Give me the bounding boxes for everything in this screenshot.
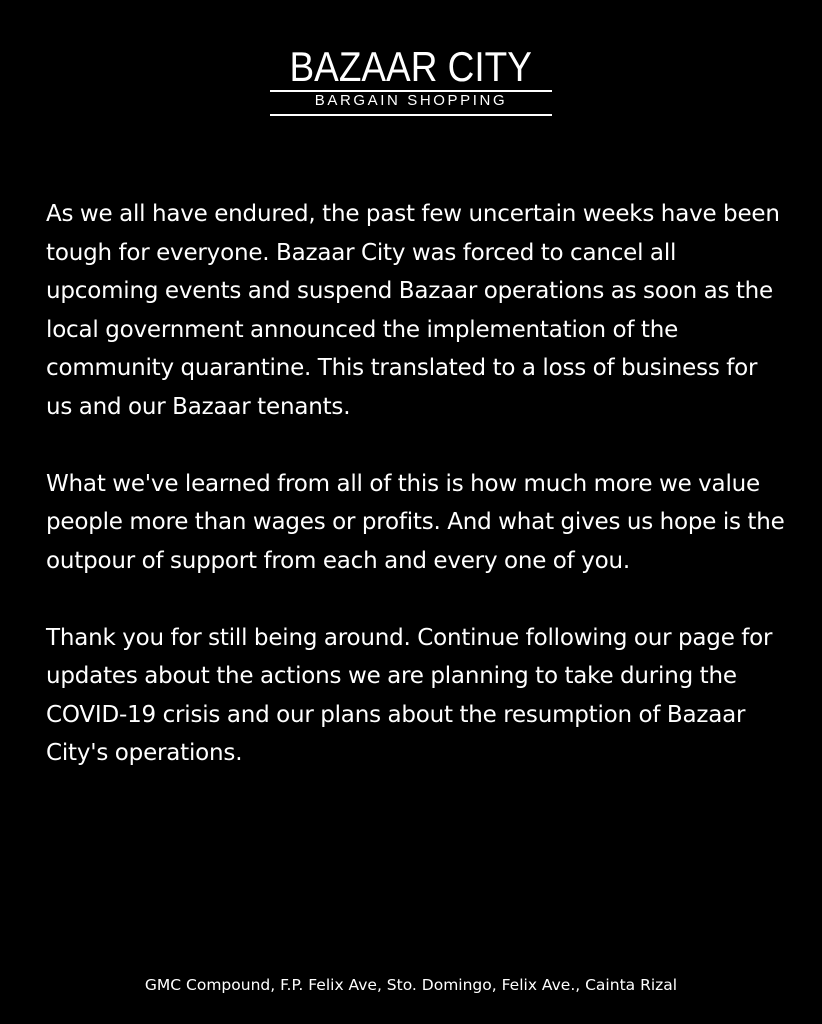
paragraph-1: As we all have endured, the past few uncertain weeks have been tough for everyone. Bazaar City was forced to cancel all upcoming events and suspend Bazaar operations as soon as the local government announced the implementation of the community quarantine. This translated to a loss of business for us and our Bazaar tenants.	[46, 201, 780, 420]
announcement-body	[46, 195, 786, 811]
logo-divider-bottom	[270, 114, 551, 116]
paragraph-3: Thank you for still being around. Continue following our page for updates about the actions we are planning to take during the COVID-19 crisis and our plans about the resumption of Bazaar City's operations.	[46, 624, 773, 766]
logo-subtitle: BARGAIN SHOPPING	[314, 92, 508, 109]
logo-title: BAZAAR CITY	[289, 43, 533, 90]
paragraph-2: What we've learned from all of this is how much more we value people more than wages or profits. And what gives us hope is the outpour of support from each and every one of you.	[46, 470, 785, 574]
brand-logo	[0, 44, 822, 116]
footer-address: GMC Compound, F.P. Felix Ave, Sto. Domingo, Felix Ave., Cainta Rizal	[144, 976, 678, 994]
logo-lockup	[273, 44, 548, 116]
